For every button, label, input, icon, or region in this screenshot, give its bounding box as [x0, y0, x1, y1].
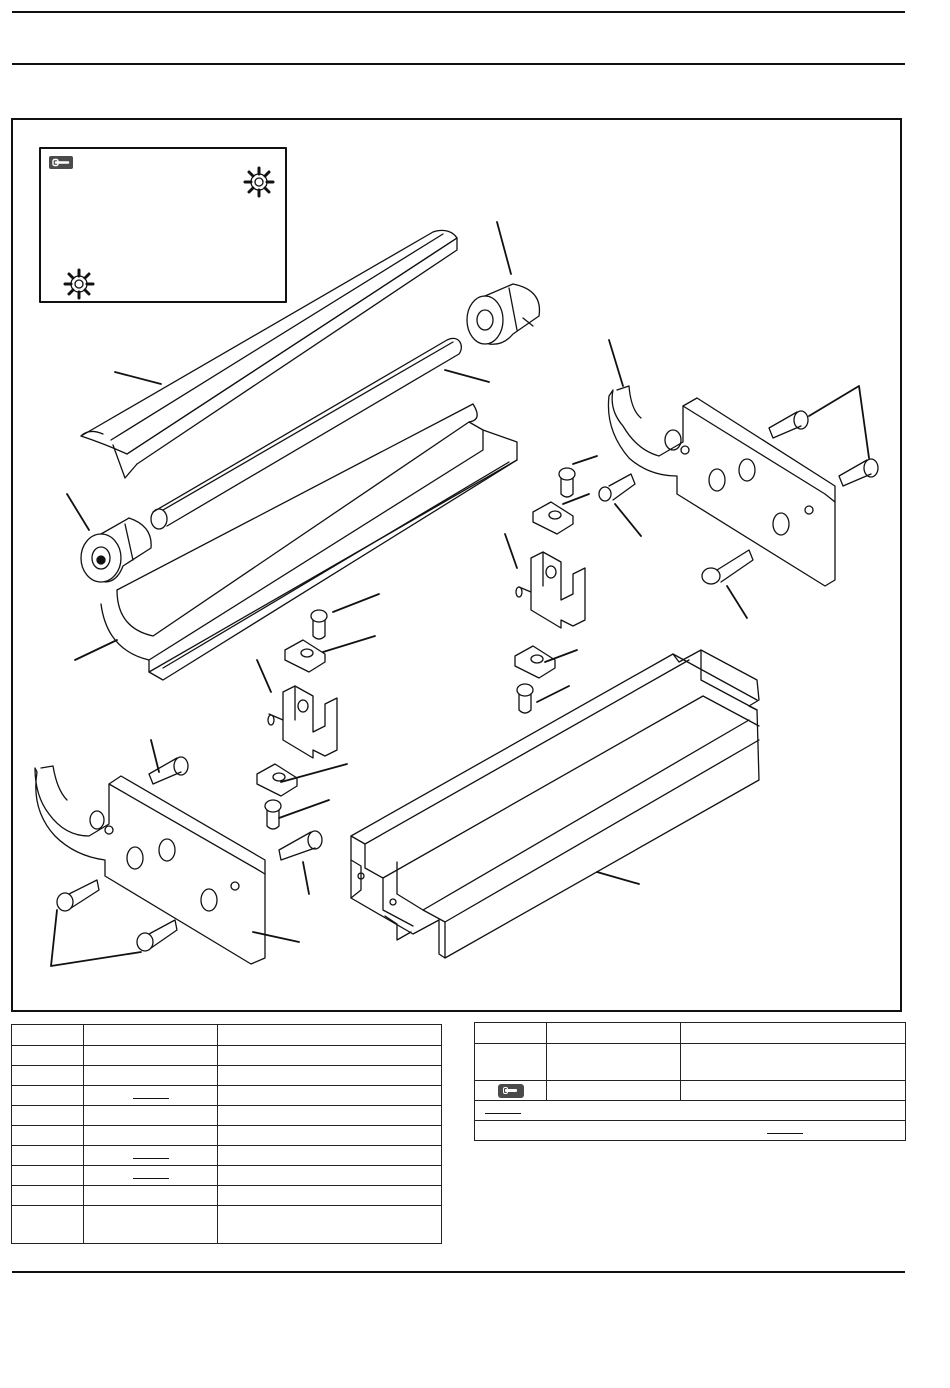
header-bottom-rule — [12, 63, 905, 65]
t-nut — [533, 502, 573, 534]
table-row — [12, 1066, 442, 1086]
exploded-view-drawing — [13, 120, 904, 1014]
parts-table-right — [474, 1022, 906, 1141]
underline-mark — [133, 1150, 169, 1159]
footer-rule — [12, 1271, 905, 1273]
coupling-left — [81, 518, 151, 582]
cell-item — [12, 1046, 84, 1066]
table-row — [12, 1106, 442, 1126]
cell-part-underlined — [84, 1166, 218, 1186]
table-row — [12, 1025, 442, 1046]
parts-table-left — [11, 1024, 442, 1244]
note-1 — [475, 1101, 906, 1121]
screw — [517, 684, 533, 713]
cell-description — [681, 1081, 906, 1101]
cell-part — [84, 1025, 218, 1046]
screw — [57, 880, 99, 911]
header-top-rule — [12, 11, 905, 13]
bracket-center — [268, 686, 337, 758]
screw — [137, 920, 177, 951]
cell-item — [12, 1126, 84, 1146]
table-note-row — [475, 1121, 906, 1141]
t-nut — [515, 646, 555, 678]
cell-description — [681, 1023, 906, 1044]
screw — [279, 831, 322, 860]
cell-item — [12, 1166, 84, 1186]
cell-part — [84, 1126, 218, 1146]
cell-description — [681, 1044, 906, 1081]
screw — [149, 757, 188, 784]
table-note-row — [475, 1101, 906, 1121]
cell-part — [84, 1206, 218, 1244]
exploded-view-figure — [11, 118, 902, 1012]
underline-mark — [767, 1125, 803, 1134]
cell-description — [218, 1086, 442, 1106]
cell-item — [12, 1025, 84, 1046]
end-plate-right — [608, 386, 835, 586]
bracket-right — [516, 552, 585, 628]
cell-item-key — [475, 1081, 547, 1101]
table-row — [475, 1081, 906, 1101]
cell-part — [547, 1044, 681, 1081]
cell-item — [12, 1086, 84, 1106]
cell-part — [84, 1186, 218, 1206]
key-icon — [498, 1084, 524, 1098]
screw — [599, 474, 635, 501]
cell-description — [218, 1146, 442, 1166]
screw — [702, 550, 753, 584]
upper-cover — [81, 230, 457, 478]
screw — [769, 411, 808, 438]
cell-description — [218, 1206, 442, 1244]
cell-part — [547, 1081, 681, 1101]
cell-description — [218, 1025, 442, 1046]
table-row — [12, 1046, 442, 1066]
cell-description — [218, 1106, 442, 1126]
table-row — [475, 1023, 906, 1044]
cell-item — [12, 1186, 84, 1206]
spider-icon — [65, 270, 93, 298]
cell-part — [84, 1066, 218, 1086]
table-row — [12, 1126, 442, 1146]
screw — [839, 459, 878, 486]
underline-mark — [133, 1090, 169, 1099]
table-row — [12, 1186, 442, 1206]
aluminum-extrusion — [351, 650, 759, 958]
table-row — [475, 1044, 906, 1081]
cell-description — [218, 1046, 442, 1066]
spider-icon — [245, 168, 273, 196]
note-2 — [475, 1121, 906, 1141]
table-row — [12, 1166, 442, 1186]
cell-part — [84, 1106, 218, 1126]
cell-item — [475, 1044, 547, 1081]
lower-channel — [101, 404, 517, 680]
table-row — [12, 1086, 442, 1106]
screw — [265, 800, 281, 829]
cell-item — [12, 1206, 84, 1244]
cell-description — [218, 1126, 442, 1146]
screw — [311, 610, 327, 639]
cell-item — [12, 1066, 84, 1086]
cell-item — [12, 1146, 84, 1166]
underline-mark — [485, 1105, 521, 1114]
table-row — [12, 1206, 442, 1244]
screw — [559, 468, 575, 497]
key-icon — [49, 156, 73, 169]
cell-item — [475, 1023, 547, 1044]
cell-part — [547, 1023, 681, 1044]
t-nut — [285, 640, 325, 672]
coupling-right — [467, 284, 539, 344]
cell-description — [218, 1186, 442, 1206]
cell-description — [218, 1066, 442, 1086]
underline-mark — [133, 1170, 169, 1179]
cell-part — [84, 1046, 218, 1066]
cell-item — [12, 1106, 84, 1126]
table-row — [12, 1146, 442, 1166]
cell-part-underlined — [84, 1146, 218, 1166]
inset-box — [40, 148, 286, 302]
cell-description — [218, 1166, 442, 1186]
cell-part-underlined — [84, 1086, 218, 1106]
